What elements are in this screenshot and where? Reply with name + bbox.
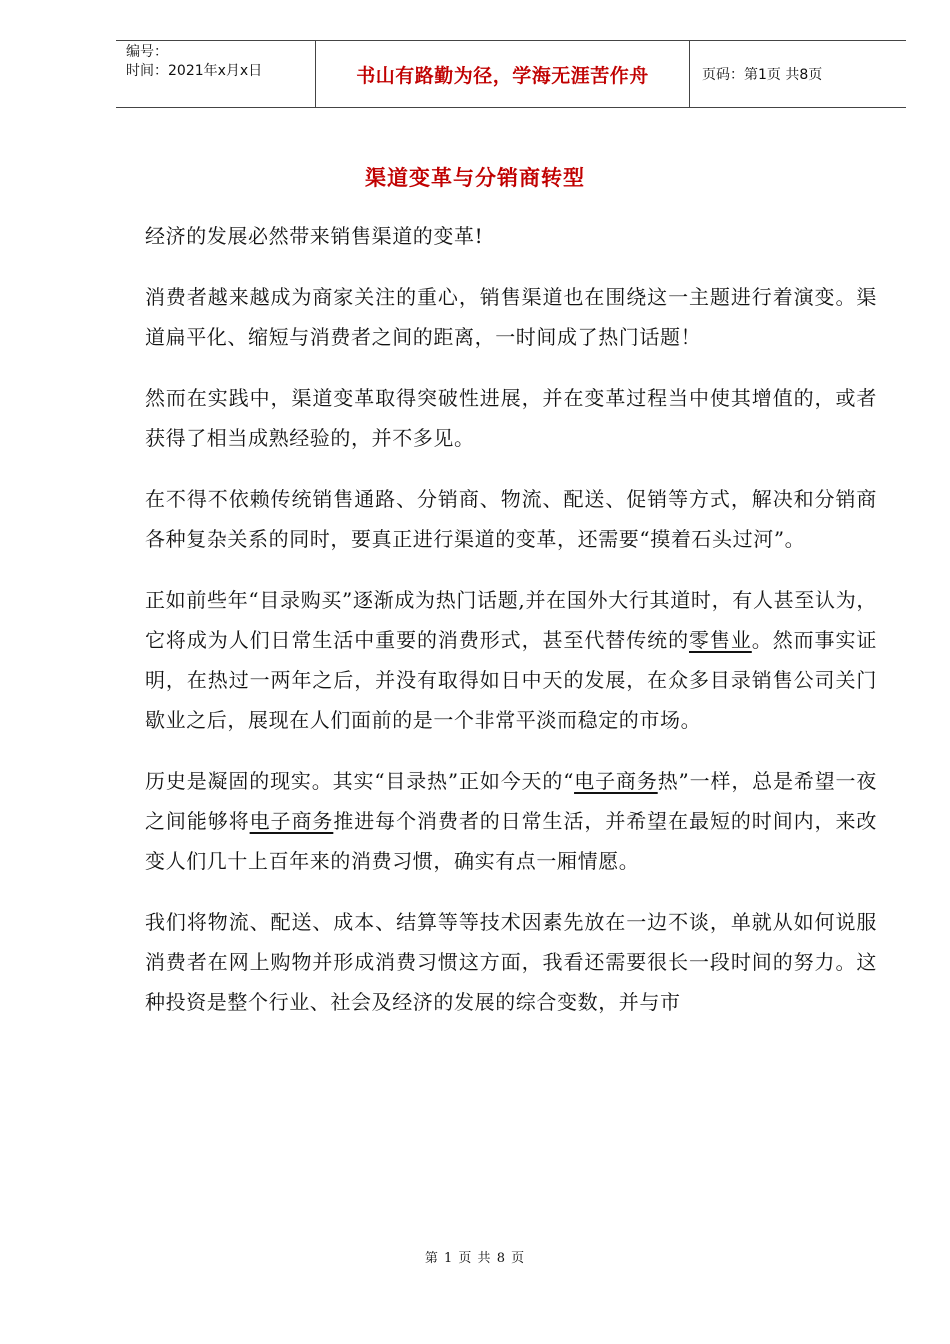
inline-link[interactable]: 电子商务 [249,809,334,833]
document-header [116,40,906,108]
body-paragraph [145,902,877,1022]
body-paragraph [145,580,877,740]
inline-link[interactable]: 零售业 [689,628,752,652]
document-number-label: 编号： [126,44,168,60]
header-motto: 书山有路勤为径，学海无涯苦作舟 [316,41,690,107]
header-meta [116,41,316,107]
paragraph-text: 。然而事实证明，在热过一两年之后，并没有取得如日中天的发展，在众多目录销售公司关门歇业之后，展现在人们面前的是一个非常平淡而稳定的市场。 [145,628,877,732]
body-paragraph [145,479,877,559]
paragraph-text: 热”一样，总是希望一夜之间能够将 [145,769,877,833]
header-page-info: 页码：第1页 共8页 [702,67,823,83]
body-paragraph [145,277,877,357]
paragraph-text: 推进每个消费者的日常生活，并希望在最短的时间内，来改变人们几十上百年来的消费习惯，确实有点一厢情愿。 [145,809,878,873]
paragraph-text: 我们将物流、配送、成本、结算等等技术因素先放在一边不谈，单就从如何说服消费者在网上购物并形成消费习惯这方面，我看还需要很长一段时间的努力。这种投资是整个行业、社会及经济的发展的综合变数，并与市 [145,910,877,1014]
paragraph-text: 在不得不依赖传统销售通路、分销商、物流、配送、促销等方式，解决和分销商各种复杂关系的同时，要真正进行渠道的变革，还需要“摸着石头过河”。 [145,487,877,551]
paragraph-text: 历史是凝固的现实。其实“目录热”正如今天的“ [145,769,575,793]
body-paragraph [145,216,877,256]
paragraph-text: 然而在实践中，渠道变革取得突破性进展，并在变革过程当中使其增值的，或者获得了相当成熟经验的，并不多见。 [145,386,877,450]
document-time-label: 时间：2021年x月x日 [126,63,263,79]
paragraph-text: 正如前些年“目录购买”逐渐成为热门话题,并在国外大行其道时，有人甚至认为，它将成为人们日常生活中重要的消费形式，甚至代替传统的 [145,588,877,652]
page-footer: 第 1 页 共 8 页 [424,1251,526,1266]
body-paragraph [145,761,877,881]
document-body [145,216,877,1043]
paragraph-text: 消费者越来越成为商家关注的重心，销售渠道也在围绕这一主题进行着演变。渠道扁平化、缩短与消费者之间的距离，一时间成了热门话题！ [145,285,877,349]
inline-link[interactable]: 电子商务 [574,769,658,793]
paragraph-text: 经济的发展必然带来销售渠道的变革! [145,224,484,248]
body-paragraph [145,378,877,458]
document-title: 渠道变革与分销商转型 [365,165,585,190]
